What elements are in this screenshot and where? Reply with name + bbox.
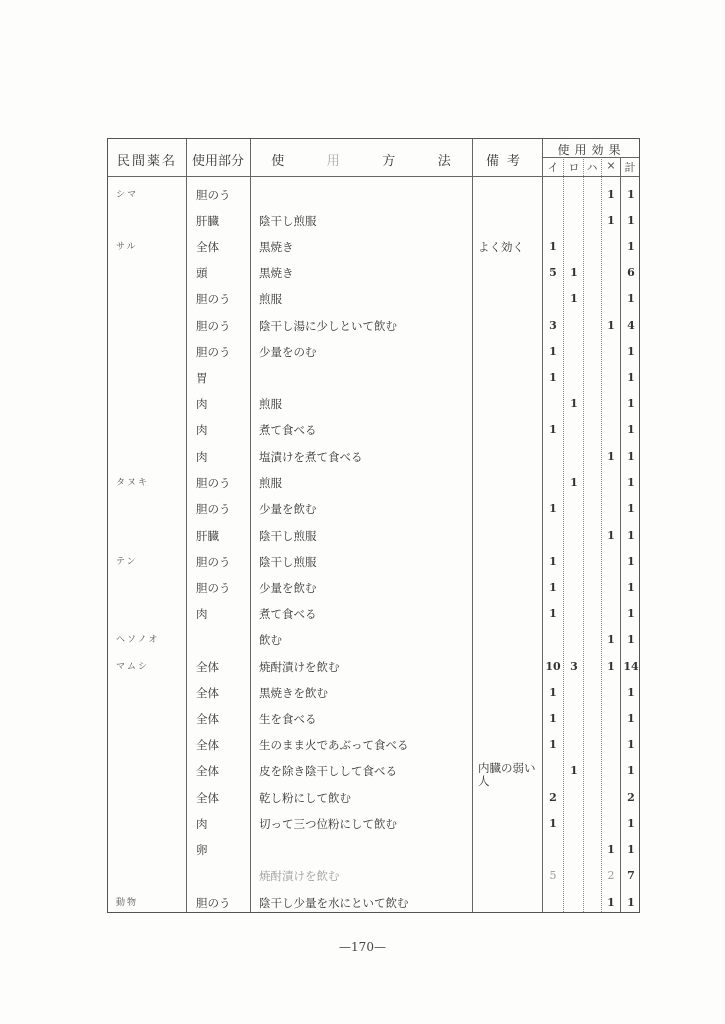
table-row (108, 444, 639, 470)
usage-method: 少量をのむ (259, 345, 317, 359)
used-part: 胆のう (196, 476, 231, 490)
table-row (108, 575, 639, 601)
usage-method: 黒焼きを飲む (259, 686, 328, 700)
medicine-name: サル (116, 242, 138, 252)
effect-total: 1 (627, 345, 635, 358)
used-part: 胃 (196, 371, 208, 385)
effect-i: 1 (549, 345, 557, 358)
table-row (108, 470, 639, 496)
effect-x: 1 (607, 896, 615, 909)
effect-total: 1 (627, 633, 635, 646)
effect-total: 6 (627, 266, 635, 279)
effect-total: 1 (627, 896, 635, 909)
usage-method: 煎服 (259, 397, 282, 411)
table-row (108, 837, 639, 863)
effect-i: 1 (549, 712, 557, 725)
used-part: 胆のう (196, 581, 231, 595)
usage-method: 少量を飲む (259, 581, 317, 595)
effect-ro: 1 (570, 476, 578, 489)
effect-total: 1 (627, 555, 635, 568)
folk-medicine-table (107, 138, 640, 913)
usage-method: 陰干し煎服 (259, 214, 317, 228)
table-row (108, 890, 639, 916)
effect-total: 1 (627, 292, 635, 305)
usage-method: 陰干し少量を水にといて飲む (259, 896, 409, 910)
effect-x: 1 (607, 660, 615, 673)
header-method-char: 法 (437, 154, 451, 169)
effect-total: 1 (627, 581, 635, 594)
table-row (108, 365, 639, 391)
effect-i: 1 (549, 240, 557, 253)
page-number: —170— (339, 940, 386, 954)
effect-total: 4 (627, 319, 635, 332)
effect-total: 1 (627, 764, 635, 777)
effect-total: 1 (627, 371, 635, 384)
table-row (108, 339, 639, 365)
effect-total: 14 (623, 660, 639, 673)
used-part: 胆のう (196, 345, 231, 359)
effect-total: 1 (627, 397, 635, 410)
used-part: 肉 (196, 817, 208, 831)
header-effect-ro: ロ (568, 161, 580, 174)
effect-total: 1 (627, 476, 635, 489)
table-row (108, 496, 639, 522)
effect-total: 1 (627, 607, 635, 620)
effect-i: 3 (549, 319, 557, 332)
effect-total: 1 (627, 843, 635, 856)
header-note: 備考 (485, 154, 528, 169)
table-row (108, 758, 639, 788)
effect-total: 1 (627, 686, 635, 699)
usage-method: 陰干し煎服 (259, 529, 317, 543)
used-part: 全体 (196, 712, 219, 726)
effect-x: 1 (607, 633, 615, 646)
effect-x: 1 (607, 450, 615, 463)
effect-ro: 1 (570, 292, 578, 305)
usage-method: 塩漬けを煮て食べる (259, 450, 363, 464)
table-row (108, 811, 639, 837)
effect-total: 1 (627, 817, 635, 830)
header-effect-total: 計 (624, 161, 636, 174)
used-part: 全体 (196, 738, 219, 752)
usage-method: 黒焼き (259, 266, 294, 280)
medicine-name: 動物 (116, 898, 139, 908)
effect-i: 1 (549, 686, 557, 699)
effect-x: 1 (607, 843, 615, 856)
table-row (108, 208, 639, 234)
table-row (108, 182, 639, 208)
header-method-char: 方 (382, 154, 396, 169)
header-effect-x: × (606, 159, 616, 172)
effect-x: 1 (607, 319, 615, 332)
effect-total: 1 (627, 738, 635, 751)
used-part: 胆のう (196, 896, 231, 910)
used-part: 全体 (196, 240, 219, 254)
effect-total: 7 (627, 869, 635, 882)
used-part: 頭 (196, 266, 208, 280)
header-method-char: 用 (326, 154, 340, 169)
effect-i: 1 (549, 502, 557, 515)
table-row (108, 260, 639, 286)
table-row (108, 785, 639, 811)
medicine-name: タヌキ (116, 478, 150, 488)
effect-x: 1 (607, 188, 615, 201)
table-row (108, 732, 639, 758)
used-part: 全体 (196, 764, 219, 778)
table-row (108, 313, 639, 339)
effect-i: 1 (549, 371, 557, 384)
usage-method: 陰干し煎服 (259, 555, 317, 569)
effect-i: 1 (549, 738, 557, 751)
remark: 内臓の弱い人 (478, 761, 536, 788)
effect-total: 1 (627, 188, 635, 201)
used-part: 肉 (196, 397, 208, 411)
medicine-name: シマ (116, 190, 139, 200)
table-row (108, 391, 639, 417)
used-part: 胆のう (196, 292, 231, 306)
header-effect-i: イ (547, 161, 559, 174)
usage-method: 飲む (259, 633, 282, 647)
table-row (108, 549, 639, 575)
used-part: 卵 (196, 843, 208, 857)
used-part: 全体 (196, 791, 219, 805)
usage-method: 陰干し湯に少しといて飲む (259, 319, 397, 333)
effect-i: 2 (549, 791, 557, 804)
usage-method: 皮を除き陰干しして食べる (259, 764, 397, 778)
effect-total: 1 (627, 529, 635, 542)
effect-i: 1 (549, 581, 557, 594)
table-row (108, 234, 639, 260)
effect-total: 1 (627, 712, 635, 725)
medicine-name: マムシ (116, 662, 150, 672)
effect-x: 1 (607, 529, 615, 542)
usage-method: 生を食べる (259, 712, 317, 726)
table-row (108, 627, 639, 653)
remark: よく効く (478, 240, 524, 254)
used-part: 肉 (196, 607, 208, 621)
header-effect-ha: ハ (586, 161, 598, 174)
usage-method: 黒焼き (259, 240, 294, 254)
usage-method: 乾し粉にして飲む (259, 791, 351, 805)
used-part: 胆のう (196, 319, 231, 333)
table-row (108, 523, 639, 549)
usage-method: 焼酎漬けを飲む (259, 869, 340, 883)
used-part: 全体 (196, 660, 219, 674)
header-name: 民間薬名 (116, 154, 177, 169)
header-method-char: 使 (271, 154, 285, 169)
used-part: 肝臓 (196, 214, 219, 228)
effect-ro: 1 (570, 266, 578, 279)
usage-method: 煎服 (259, 476, 282, 490)
effect-x: 1 (607, 214, 615, 227)
used-part: 胆のう (196, 502, 231, 516)
header-effect: 使用効果 (557, 143, 626, 157)
medicine-name: テン (116, 557, 138, 567)
effect-ro: 1 (570, 764, 578, 777)
effect-total: 2 (627, 791, 635, 804)
usage-method: 煮て食べる (259, 607, 317, 621)
effect-i: 10 (545, 660, 561, 673)
usage-method: 煎服 (259, 292, 282, 306)
used-part: 肝臓 (196, 529, 219, 543)
table-row (108, 286, 639, 312)
effect-total: 1 (627, 450, 635, 463)
table-row (108, 863, 639, 889)
header-part: 使用部分 (191, 154, 244, 169)
effect-total: 1 (627, 240, 635, 253)
used-part: 全体 (196, 686, 219, 700)
header-method (250, 150, 472, 169)
usage-method: 生のまま火であぶって食べる (259, 738, 409, 752)
table-row (108, 706, 639, 732)
header-divider (108, 176, 639, 177)
table-row (108, 601, 639, 627)
effect-i: 1 (549, 817, 557, 830)
effect-i: 5 (549, 869, 557, 882)
table-row (108, 417, 639, 443)
effect-total: 1 (627, 214, 635, 227)
used-part: 肉 (196, 450, 208, 464)
effect-i: 5 (549, 266, 557, 279)
table-row (108, 680, 639, 706)
used-part: 胆のう (196, 555, 231, 569)
effect-x: 2 (607, 869, 615, 882)
usage-method: 焼酎漬けを飲む (259, 660, 340, 674)
effect-i: 1 (549, 607, 557, 620)
effect-total: 1 (627, 502, 635, 515)
usage-method: 切って三つ位粉にして飲む (259, 817, 397, 831)
table-row (108, 654, 639, 680)
used-part: 肉 (196, 423, 208, 437)
usage-method: 煮て食べる (259, 423, 317, 437)
usage-method: 少量を飲む (259, 502, 317, 516)
effect-total: 1 (627, 423, 635, 436)
used-part: 胆のう (196, 188, 231, 202)
medicine-name: ヘソノオ (116, 635, 160, 645)
effect-i: 1 (549, 555, 557, 568)
effect-ro: 3 (570, 660, 578, 673)
effect-i: 1 (549, 423, 557, 436)
effect-ro: 1 (570, 397, 578, 410)
